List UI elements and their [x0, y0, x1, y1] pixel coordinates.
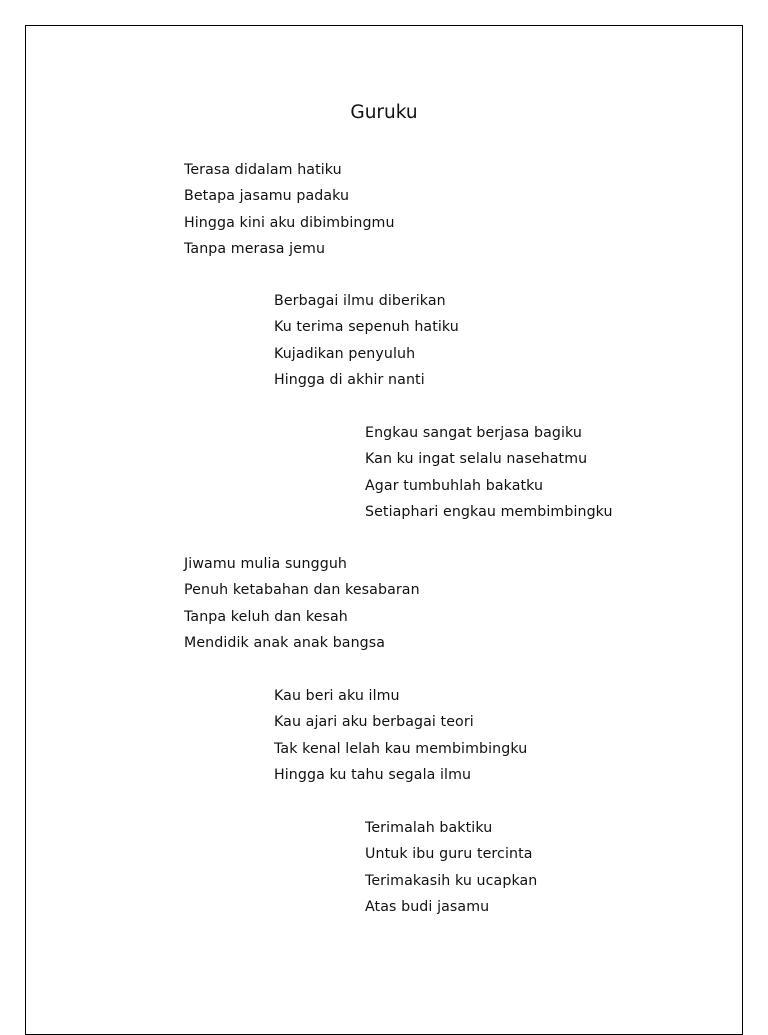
poem-title: Guruku	[350, 102, 418, 123]
poem-line: Atas budi jasamu	[365, 898, 490, 915]
poem-line: Kujadikan penyuluh	[274, 345, 416, 362]
poem-line: Hingga di akhir nanti	[274, 371, 425, 388]
stanza-5	[274, 683, 527, 788]
poem-line: Kau ajari aku berbagai teori	[274, 714, 474, 731]
stanza-3	[365, 420, 613, 525]
poem-line: Terimalah baktiku	[365, 820, 493, 836]
poem-line: Tanpa merasa jemu	[184, 240, 326, 257]
poem-line: Berbagai ilmu diberikan	[274, 293, 446, 309]
poem-line: Jiwamu mulia sungguh	[184, 556, 348, 572]
poem-line: Kau beri aku ilmu	[274, 688, 400, 704]
poem-line: Agar tumbuhlah bakatku	[365, 477, 544, 494]
poem-line: Engkau sangat berjasa bagiku	[365, 425, 582, 441]
poem-line: Terimakasih ku ucapkan	[365, 872, 538, 889]
poem-line: Kan ku ingat selalu nasehatmu	[365, 451, 588, 468]
poem-line: Tanpa keluh dan kesah	[184, 608, 348, 625]
poem-line: Hingga kini aku dibimbingmu	[184, 214, 395, 231]
poem-line: Hingga ku tahu segala ilmu	[274, 766, 472, 783]
stanza-4	[184, 551, 420, 656]
poem-line: Setiaphari engkau membimbingku	[365, 503, 613, 520]
poem-line: Tak kenal lelah kau membimbingku	[274, 740, 528, 757]
poem-line: Untuk ibu guru tercinta	[365, 846, 533, 863]
poem-line: Penuh ketabahan dan kesabaran	[184, 582, 420, 599]
stanza-6	[365, 815, 537, 920]
stanza-2	[274, 288, 459, 393]
document-page	[25, 25, 743, 1035]
stanza-1	[184, 157, 395, 262]
poem-line: Betapa jasamu padaku	[184, 188, 350, 205]
poem-line: Mendidik anak anak bangsa	[184, 634, 386, 651]
poem-line: Ku terima sepenuh hatiku	[274, 319, 459, 336]
poem-line: Terasa didalam hatiku	[184, 162, 342, 178]
